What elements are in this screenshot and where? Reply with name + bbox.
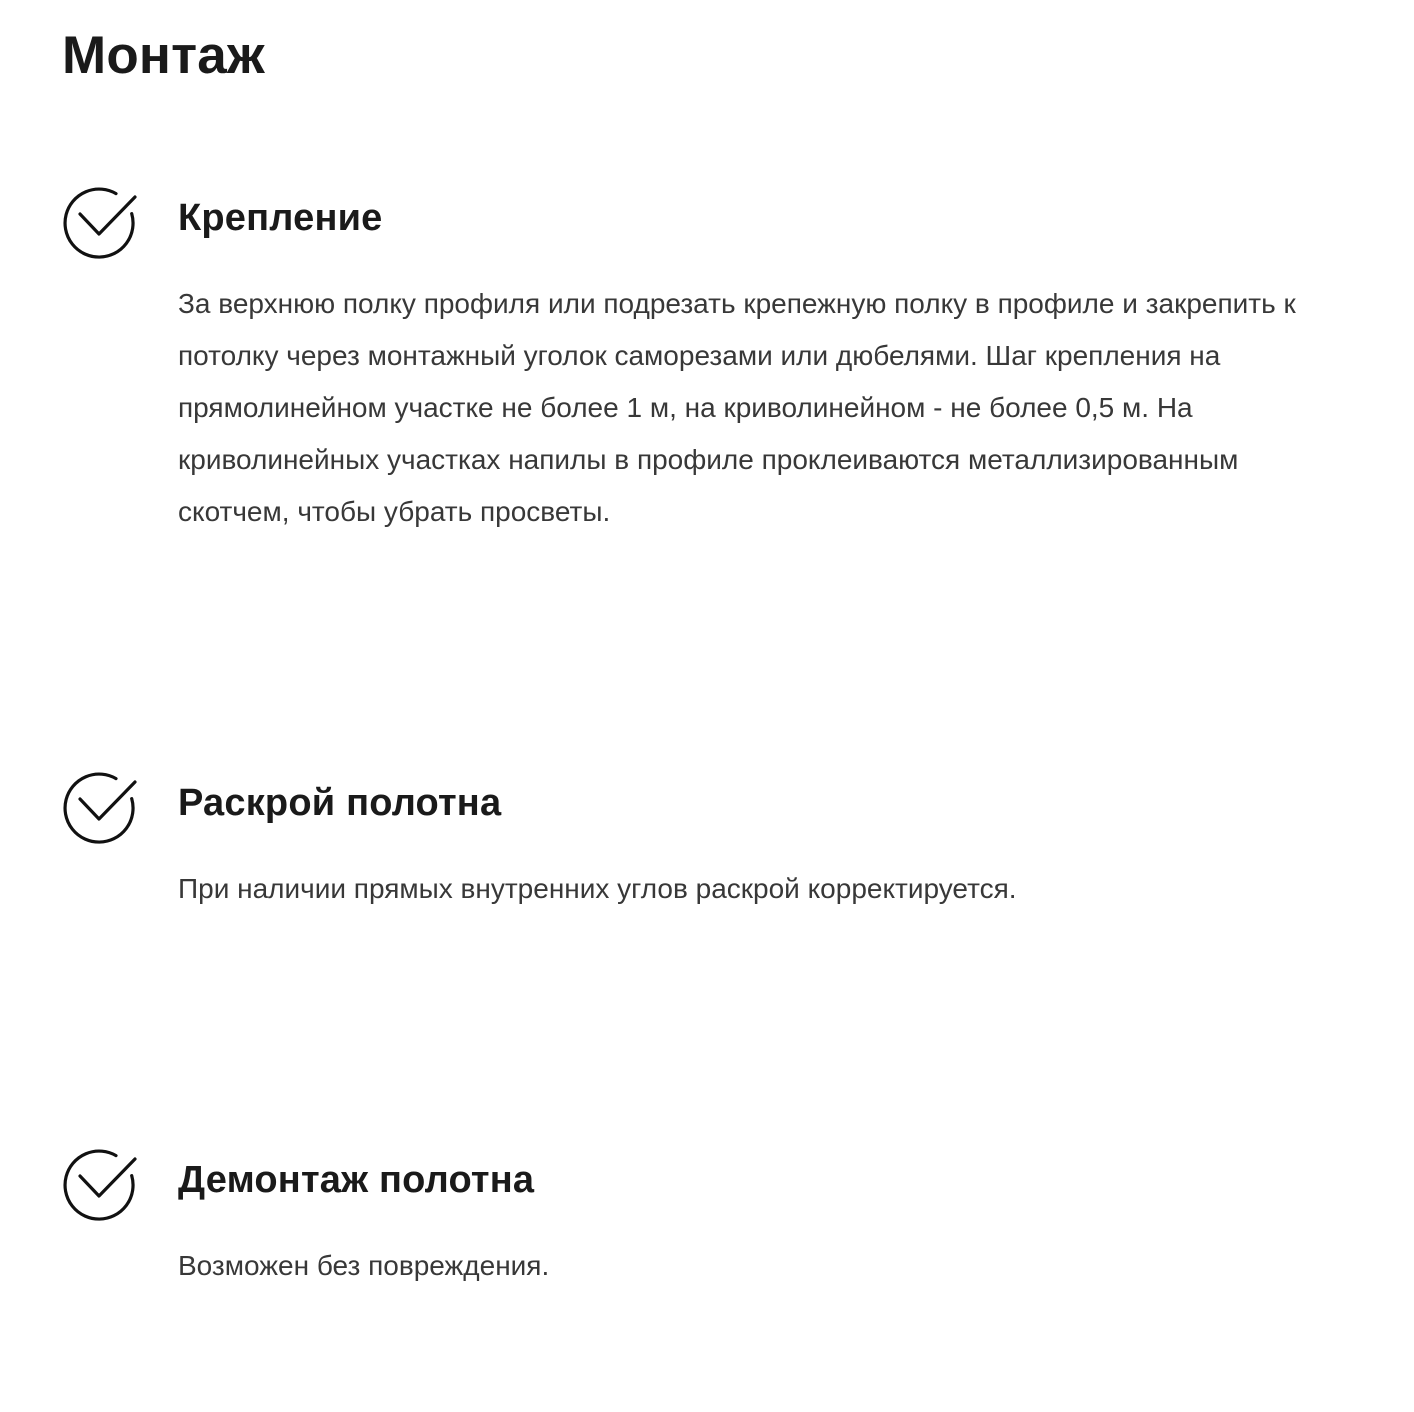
section-header [62, 764, 1352, 844]
check-circle-icon [62, 179, 142, 259]
check-circle-icon [62, 1141, 142, 1221]
section-header [62, 179, 1352, 259]
section-header [62, 1141, 1352, 1221]
section-canvas-cutting [62, 764, 1352, 915]
section-heading: Демонтаж полотна [178, 1159, 535, 1202]
section-heading: Раскрой полотна [178, 782, 502, 825]
icon-cell [62, 764, 178, 844]
section-fastening [62, 179, 1352, 538]
icon-cell [62, 1141, 178, 1221]
icon-cell [62, 179, 178, 259]
page-title: Монтаж [62, 26, 265, 85]
section-body: При наличии прямых внутренних углов раскрой корректируется. [178, 872, 1017, 904]
section-canvas-dismantling [62, 1141, 1352, 1292]
section-heading: Крепление [178, 197, 383, 240]
check-circle-icon [62, 764, 142, 844]
section-body: Возможен без повреждения. [178, 1249, 550, 1281]
section-body: За верхнюю полку профиля или подрезать крепежную полку в профиле и закрепить к потолку через монтажный уголок саморезами или дюбелями. Шаг крепления на прямолинейном участке не более 1 м, на криволинейном - не более 0,5 м. На криволинейных участках напилы в профиле проклеиваются металлизированным скотчем, чтобы убрать просветы. [178, 287, 1296, 527]
